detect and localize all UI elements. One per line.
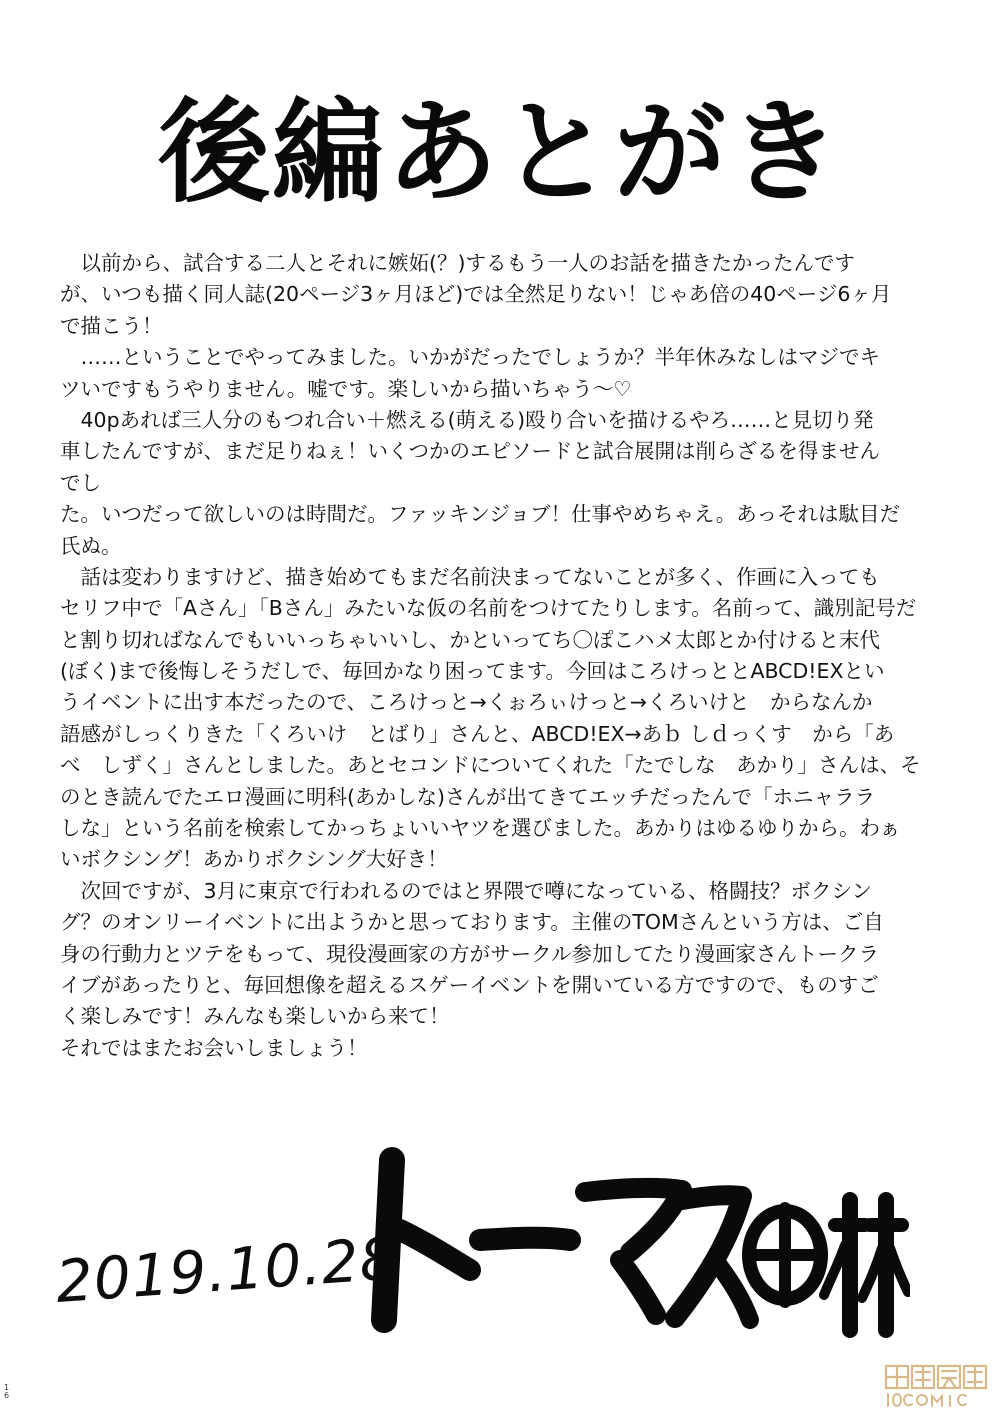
page-number: 16 bbox=[4, 1383, 10, 1400]
afterword-body bbox=[60, 248, 950, 1064]
body-line: しな」という名前を検索してかっちょいいヤツを選びました。あかりはゆるゆりから。わぁ bbox=[60, 816, 901, 841]
body-line: 40pあれば三人分のもつれ合い＋燃える(萌える)殴り合いを描けるやろ……と見切り発 bbox=[60, 407, 874, 432]
body-line: いボクシング！あかりボクシング大好き！ bbox=[60, 847, 448, 872]
body-line: (ぼく)まで後悔しそうだしで、毎回かなり困ってます。今回はころけっととABCD!EXとい bbox=[60, 659, 885, 684]
body-line: ……ということでやってみました。いかがだったでしょうか？半年休みなしはマジでキ bbox=[60, 345, 880, 370]
body-line: と割り切ればなんでもいいっちゃいいし、かといってち〇ぽこハメ太郎とか付けると末代 bbox=[60, 627, 880, 652]
body-line: ツいですもうやりません。嘘です。楽しいから描いちゃう～♡ bbox=[60, 376, 632, 401]
body-line: 語感がしっくりきた「くろいけ とばり」さんと、ABCD!EX→あｂ しｄっくす から「あ bbox=[60, 721, 895, 746]
body-line: 次回ですが、3月に東京で行われるのではと界隈で噂になっている、格闘技？ボクシン bbox=[60, 878, 873, 903]
body-line: が、いつも描く同人誌(20ページ3ヶ月ほど)では全然足りない！じゃあ倍の40ページ6ヶ月 bbox=[60, 282, 892, 307]
body-line: べ しずく」さんとしました。あとセコンドについてくれた「たでしな あかり」さんは、そ bbox=[60, 753, 921, 778]
body-line: グ？のオンリーイベントに出ようかと思っております。主催のTOMさんという方は、ご自 bbox=[60, 910, 884, 935]
signature-block bbox=[0, 1130, 1000, 1340]
body-line: でし bbox=[60, 470, 101, 495]
body-line: 以前から、試合する二人とそれに嫉妬(？)するもう一人のお話を描きたかったんです bbox=[60, 251, 855, 275]
body-line: 身の行動力とツテをもって、現役漫画家の方がサークル参加してたり漫画家さんトークラ bbox=[60, 941, 879, 966]
body-line: 氏ぬ。 bbox=[60, 533, 122, 558]
body-line: た。いつだって欲しいのは時間だ。ファッキンジョブ！仕事やめちゃえ。あっそれは駄目だ bbox=[60, 502, 900, 527]
body-line: 話は変わりますけど、描き始めてもまだ名前決まってないことが多く、作画に入っても bbox=[60, 564, 880, 589]
body-line: で描こう！ bbox=[60, 313, 163, 338]
body-line: のとき読んでたエロ漫画に明科(あかしな)さんが出てきてエッチだったんで「ホニャララ bbox=[60, 784, 876, 809]
body-line: うイベントに出す本だったので、ころけっと→くぉろぃけっと→くろいけと からなんか bbox=[60, 690, 873, 715]
body-line: セリフ中で「Aさん」「Bさん」みたいな仮の名前をつけてたりします。名前って、識別記号だ bbox=[60, 596, 917, 621]
watermark-logo bbox=[880, 1362, 996, 1410]
handwritten-signature bbox=[330, 1130, 910, 1340]
signature-date: 2019.10.28 bbox=[53, 1224, 400, 1316]
body-line: く楽しみです！みんなも楽しいから来て！ bbox=[60, 1004, 450, 1029]
body-line: 車したんですが、まだ足りねぇ！いくつかのエピソードと試合展開は削らざるを得ません bbox=[60, 439, 880, 464]
page-title: 後編あとがき bbox=[158, 88, 842, 218]
body-line: それではまたお会いしましょう！ bbox=[60, 1035, 368, 1060]
body-line: イブがあったりと、毎回想像を超えるスゲーイベントを開いている方ですので、ものすご bbox=[60, 972, 879, 997]
